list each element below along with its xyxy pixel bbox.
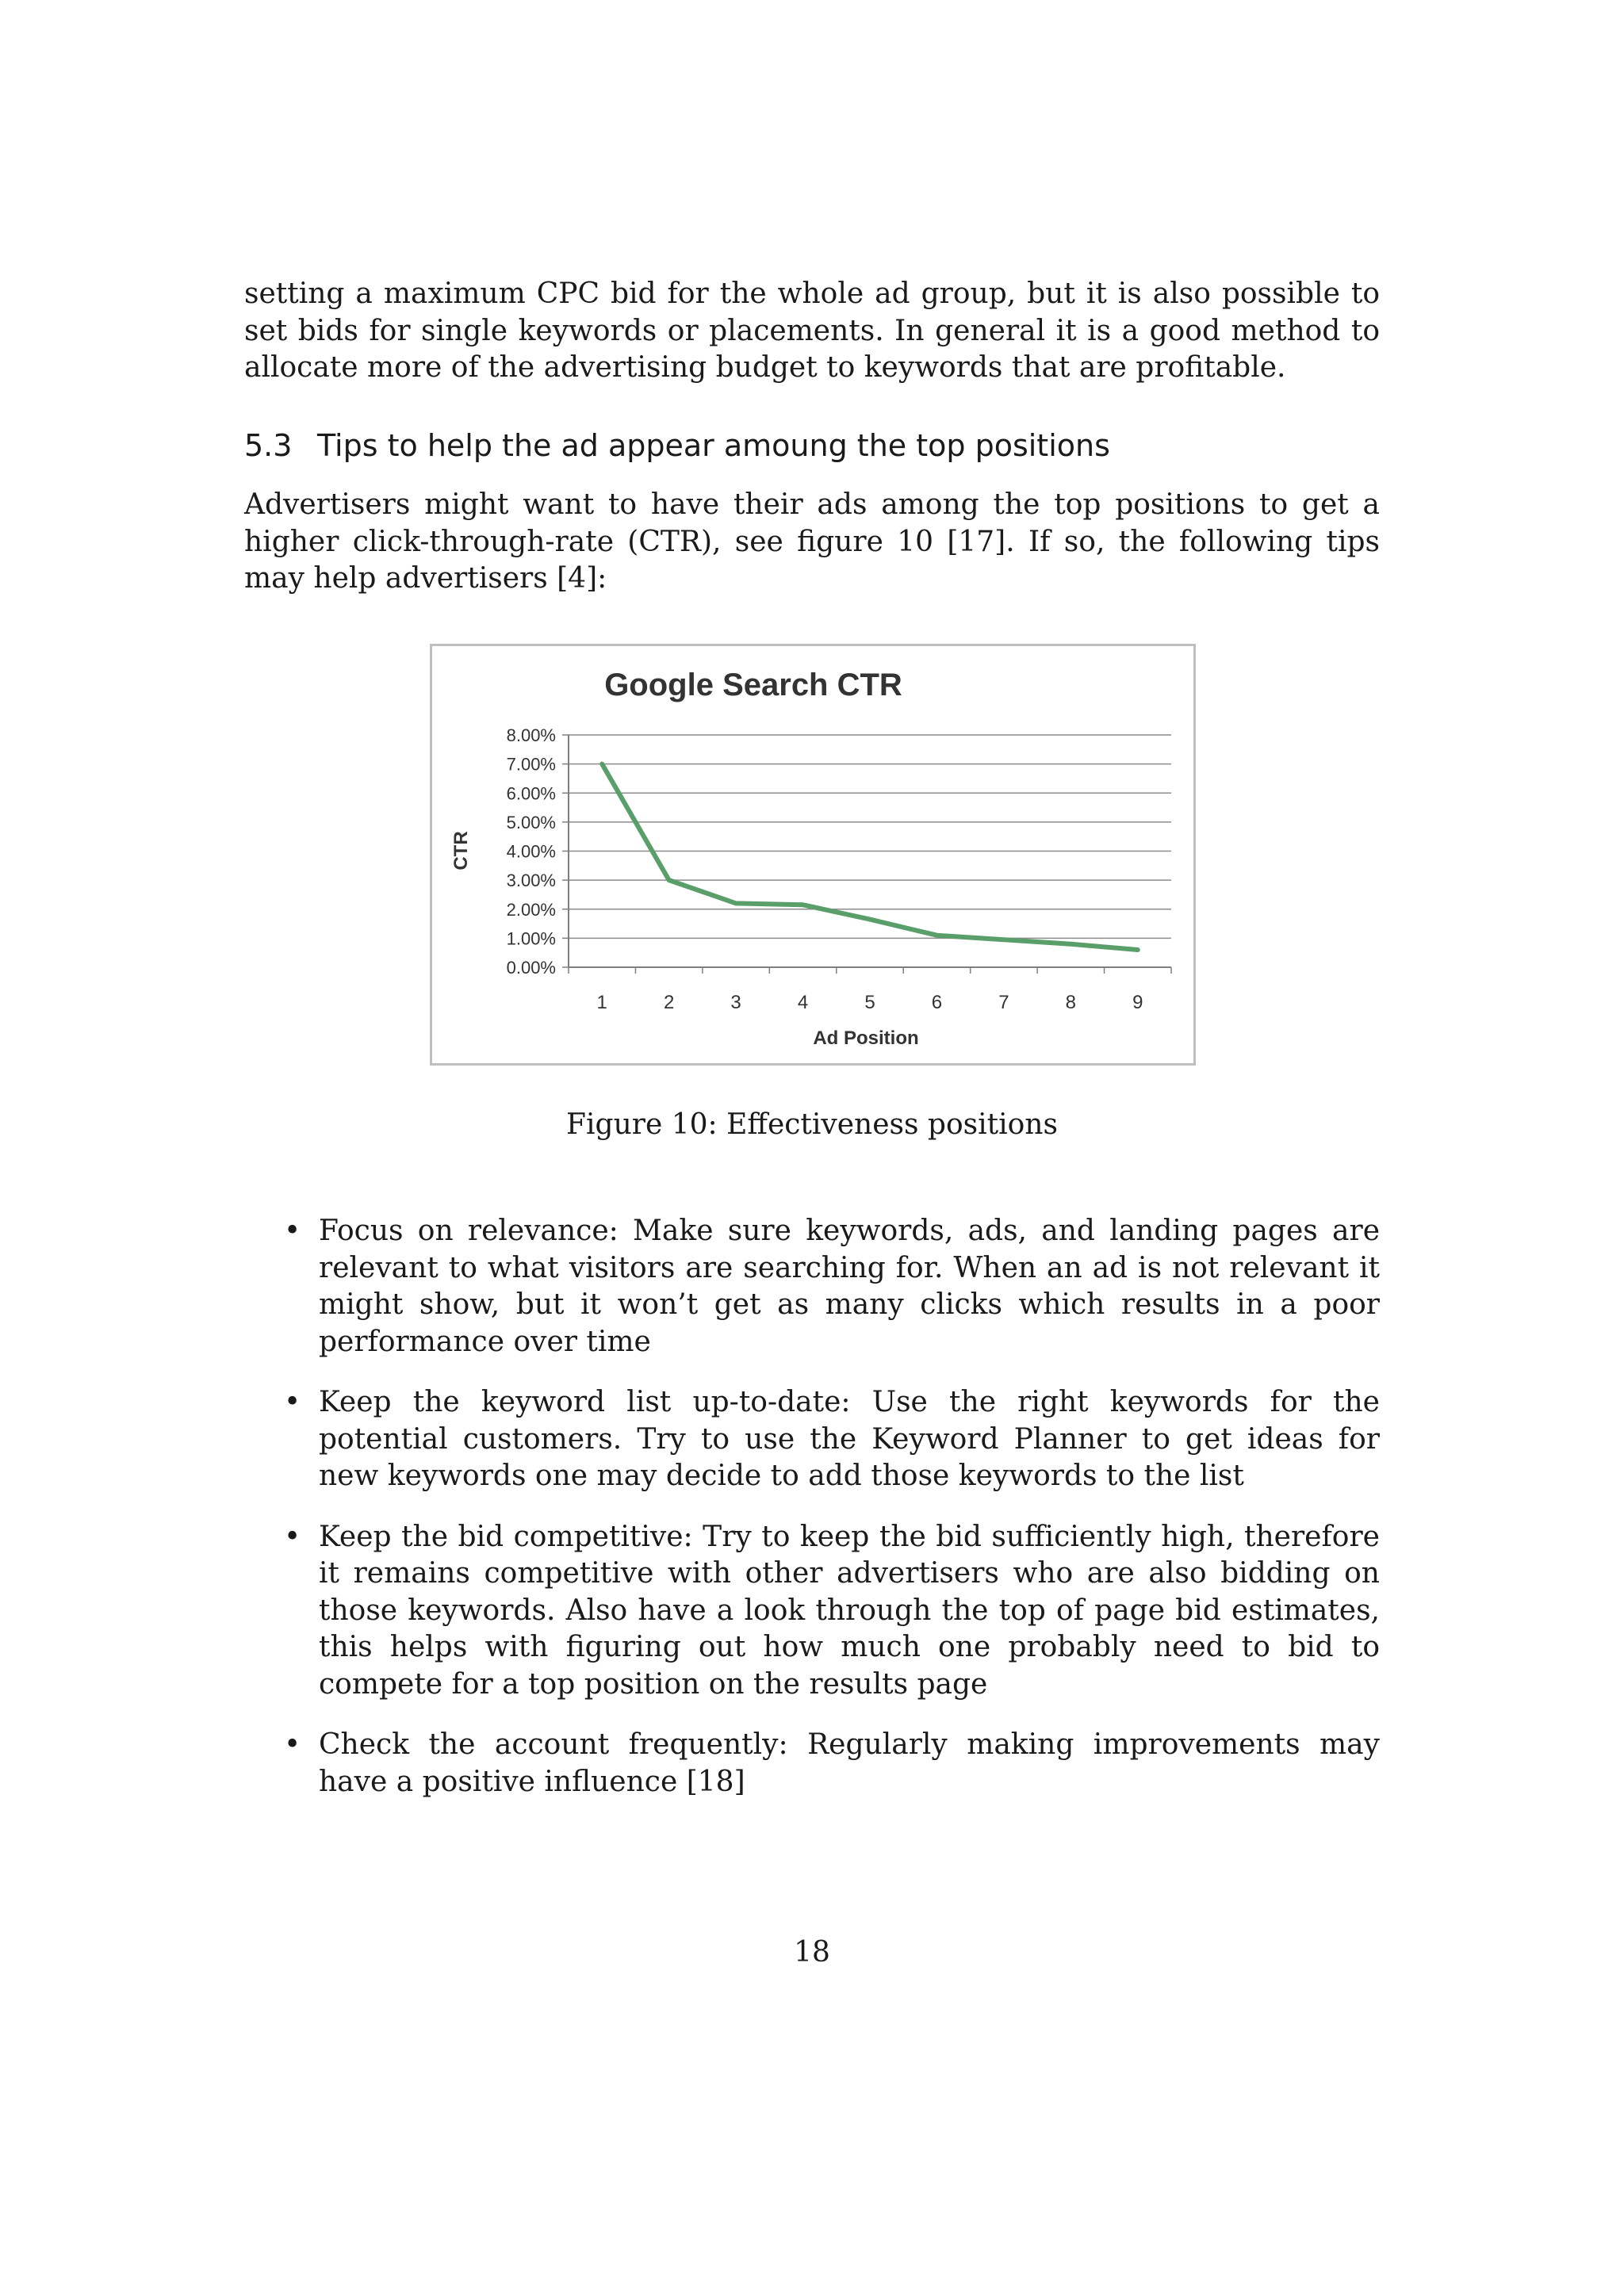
- page-number: 18: [794, 1936, 830, 1969]
- y-tick-label: 3.00%: [506, 871, 556, 891]
- chart-series: [600, 762, 1140, 951]
- data-point: [935, 933, 939, 937]
- bullet-icon: •: [284, 1520, 301, 1553]
- chart-y-axis-label: CTR: [450, 831, 472, 871]
- tips-list: [244, 1213, 1380, 1824]
- x-tick-label: 3: [730, 992, 741, 1013]
- x-tick-label: 7: [998, 992, 1009, 1013]
- y-tick-label: 6.00%: [506, 783, 556, 804]
- section-paragraph: Advertisers might want to have their ads among the top positions to get a higher click-through-rate (CTR), see figure 10 [17]. If so, the following tips may help advertisers [4]:: [244, 488, 1380, 595]
- data-point: [600, 762, 604, 766]
- bullet-icon: •: [284, 1386, 301, 1418]
- tip-item-bid: [244, 1519, 1380, 1704]
- tip-text: Check the account frequently: Regularly making improvements may have a positive influence [18]: [319, 1728, 1380, 1798]
- series-line-ctr: [602, 764, 1138, 950]
- data-point: [801, 903, 805, 907]
- bullet-icon: •: [284, 1215, 301, 1247]
- section-title: Tips to help the ad appear amoung the top positions: [317, 428, 1110, 463]
- x-tick-label: 4: [797, 992, 809, 1013]
- x-tick-label: 8: [1065, 992, 1077, 1013]
- tip-item-account: [244, 1727, 1380, 1800]
- tip-item-keyword-list: [244, 1384, 1380, 1495]
- x-tick-label: 6: [931, 992, 943, 1013]
- x-tick-label: 9: [1132, 992, 1143, 1013]
- data-point: [1136, 948, 1139, 952]
- chart-title: Google Search CTR: [604, 668, 902, 702]
- data-point: [667, 878, 671, 882]
- data-point: [868, 917, 872, 921]
- section-heading: [244, 428, 1110, 463]
- chart-gridlines: [569, 735, 1171, 938]
- intro-paragraph: setting a maximum CPC bid for the whole ad group, but it is also possible to set bids for single keywords or placements. In general it is a good method to allocate more of the advertising budget to keywords that are profitable.: [244, 277, 1380, 384]
- data-point: [734, 901, 738, 905]
- chart-y-ticks: [507, 725, 569, 978]
- x-tick-label: 5: [864, 992, 875, 1013]
- y-tick-label: 8.00%: [506, 725, 556, 745]
- data-point: [1069, 942, 1073, 946]
- y-tick-label: 0.00%: [506, 958, 556, 978]
- ctr-line-chart: [432, 646, 1193, 1063]
- data-point: [1002, 938, 1005, 942]
- chart-x-axis-label: Ad Position: [813, 1027, 919, 1049]
- figure-caption: Figure 10: Effectiveness positions: [566, 1108, 1058, 1141]
- tip-item-relevance: [244, 1213, 1380, 1360]
- y-tick-label: 2.00%: [506, 899, 556, 920]
- y-tick-label: 7.00%: [506, 754, 556, 775]
- tip-text: Keep the keyword list up-to-date: Use the right keywords for the potential customers. Try to use the Keyword Planner to get ideas for new keywords one may decide to add those keywords to the list: [319, 1386, 1380, 1492]
- bullet-icon: •: [284, 1728, 301, 1761]
- section-number: 5.3: [244, 428, 293, 463]
- y-tick-label: 1.00%: [506, 928, 556, 949]
- chart-x-ticks: [569, 967, 1171, 1013]
- figure-ctr-chart: [430, 644, 1196, 1066]
- x-tick-label: 2: [663, 992, 675, 1013]
- y-tick-label: 4.00%: [506, 841, 556, 862]
- tip-text: Keep the bid competitive: Try to keep the bid sufficiently high, therefore it remains competitive with other advertisers who are also bidding on those keywords. Also have a look through the top of page bid estimates, this helps with figuring out how much one probably need to bid to compete for a top position on the results page: [319, 1520, 1380, 1701]
- x-tick-label: 1: [596, 992, 607, 1013]
- y-tick-label: 5.00%: [506, 812, 556, 832]
- tip-text: Focus on relevance: Make sure keywords, ads, and landing pages are relevant to what visitors are searching for. When an ad is not relevant it might show, but it won’t get as many clicks which results in a poor performance over time: [319, 1215, 1380, 1358]
